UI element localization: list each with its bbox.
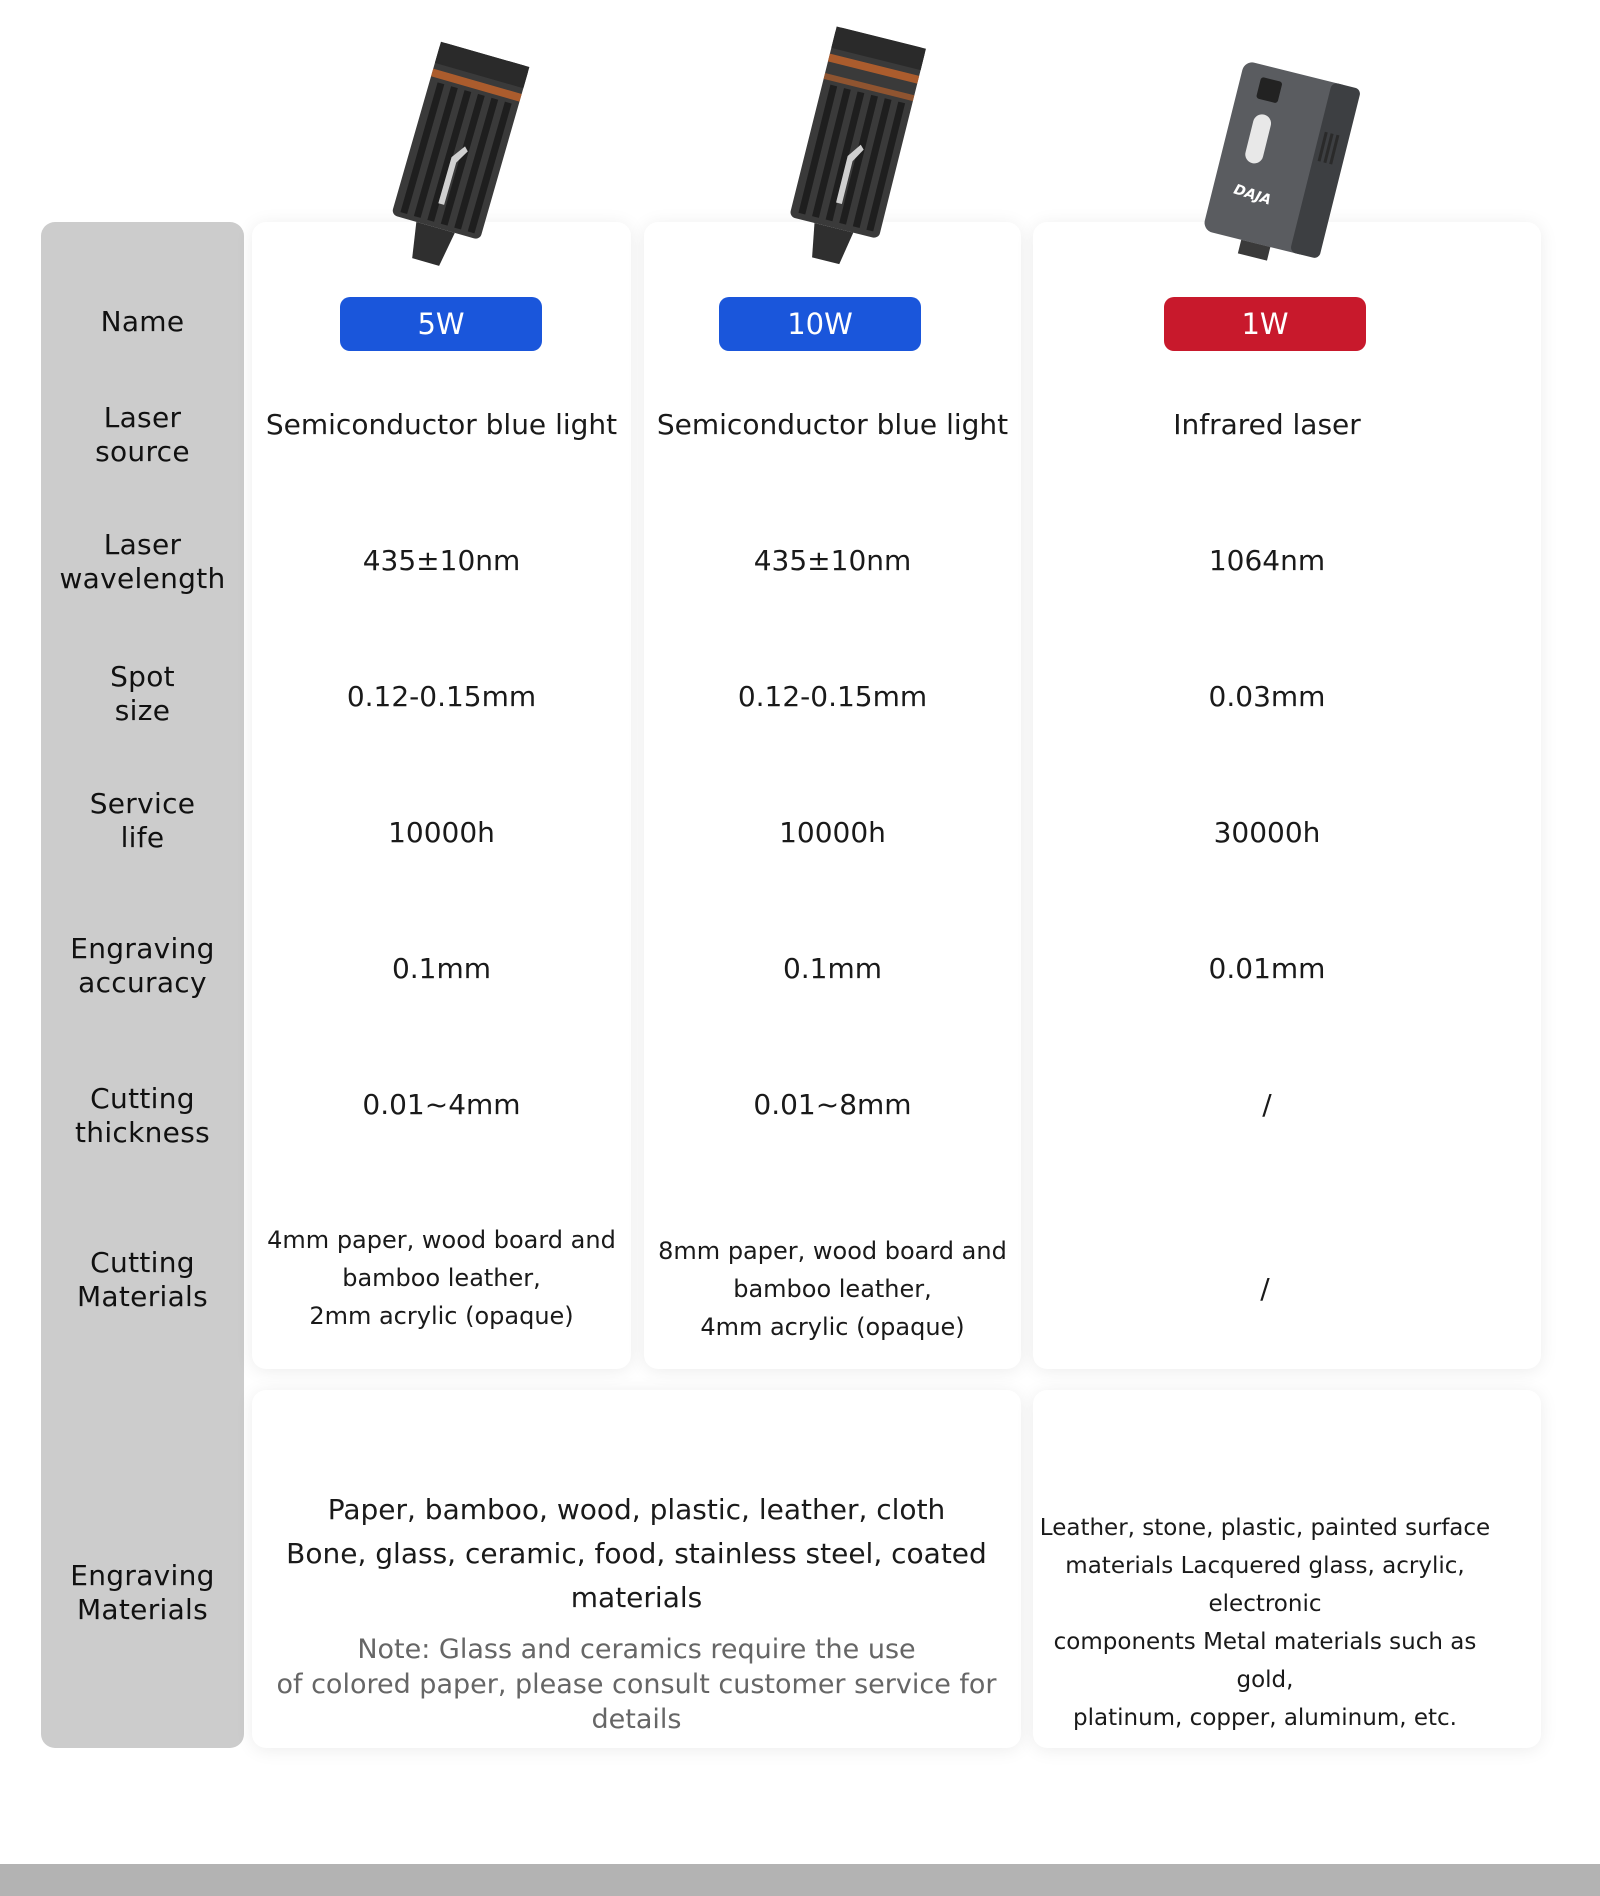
- cutting-thickness-1w: /: [1262, 1088, 1272, 1121]
- accuracy-5w: 0.1mm: [391, 952, 492, 985]
- badge-5w: 5W: [340, 297, 542, 351]
- cutting-materials-5w: 4mm paper, wood board and bamboo leather, 2mm acrylic (opaque): [267, 1226, 616, 1330]
- engraving-ir-line-2: materials Lacquered glass, acrylic, electronic: [1065, 1553, 1465, 1617]
- cutting-materials-1w: /: [1260, 1272, 1270, 1305]
- laser-module-5w-image: [370, 38, 540, 273]
- laser-source-5w: Semiconductor blue light: [265, 408, 618, 441]
- laser-module-10w-image: [768, 22, 938, 272]
- label-cutting-materials: Cutting Materials: [76, 1246, 209, 1313]
- badge-1w: 1W: [1164, 297, 1366, 351]
- wavelength-10w: 435±10nm: [753, 544, 912, 577]
- engraving-blue-line-1: Paper, bamboo, wood, plastic, leather, cloth: [327, 1493, 946, 1526]
- label-cutting-thickness: Cutting thickness: [75, 1082, 210, 1149]
- bottom-bar: [0, 1864, 1600, 1896]
- service-life-10w: 10000h: [779, 816, 886, 849]
- cutting-materials-10w: 8mm paper, wood board and bamboo leather, 4mm acrylic (opaque): [658, 1237, 1007, 1341]
- label-engraving-materials: Engraving Materials: [70, 1559, 215, 1626]
- product-card-5w: [252, 222, 631, 1369]
- service-life-1w: 30000h: [1213, 816, 1321, 849]
- wavelength-1w: 1064nm: [1208, 544, 1326, 577]
- accuracy-10w: 0.1mm: [782, 952, 883, 985]
- engraving-materials-blue: [252, 1488, 1021, 1737]
- laser-source-10w: Semiconductor blue light: [656, 408, 1009, 441]
- engraving-ir-line-1: Leather, stone, plastic, painted surface: [1039, 1515, 1491, 1541]
- engraving-ir-line-4: platinum, copper, aluminum, etc.: [1073, 1705, 1457, 1731]
- cutting-thickness-5w: 0.01~4mm: [362, 1088, 521, 1121]
- daja-logo: DAJA: [1231, 181, 1274, 209]
- product-card-1w: [1033, 222, 1541, 1369]
- badge-10w: 10W: [719, 297, 921, 351]
- engraving-materials-ir: [1025, 1509, 1505, 1737]
- label-laser-wavelength: Laser wavelength: [59, 528, 226, 595]
- laser-module-1w-image: [1195, 62, 1365, 272]
- engraving-blue-line-2: Bone, glass, ceramic, food, stainless steel, coated materials: [286, 1537, 987, 1614]
- wavelength-5w: 435±10nm: [362, 544, 521, 577]
- laser-source-1w: Infrared laser: [1173, 408, 1361, 441]
- spec-label-column: [41, 222, 244, 1748]
- product-card-10w: [644, 222, 1021, 1369]
- service-life-5w: 10000h: [388, 816, 495, 849]
- spot-size-1w: 0.03mm: [1208, 680, 1326, 713]
- label-service-life: Service life: [89, 787, 196, 854]
- label-engraving-accuracy: Engraving accuracy: [70, 932, 215, 999]
- spot-size-5w: 0.12-0.15mm: [346, 680, 537, 713]
- engraving-blue-note: Note: Glass and ceramics require the use of colored paper, please consult customer service for details: [276, 1634, 997, 1735]
- cutting-thickness-10w: 0.01~8mm: [753, 1088, 912, 1121]
- engraving-ir-line-3: components Metal materials such as gold,: [1053, 1629, 1477, 1693]
- spot-size-10w: 0.12-0.15mm: [737, 680, 928, 713]
- accuracy-1w: 0.01mm: [1208, 952, 1326, 985]
- label-spot-size: Spot size: [110, 660, 175, 727]
- label-laser-source: Laser source: [95, 401, 190, 468]
- label-name: Name: [100, 305, 185, 338]
